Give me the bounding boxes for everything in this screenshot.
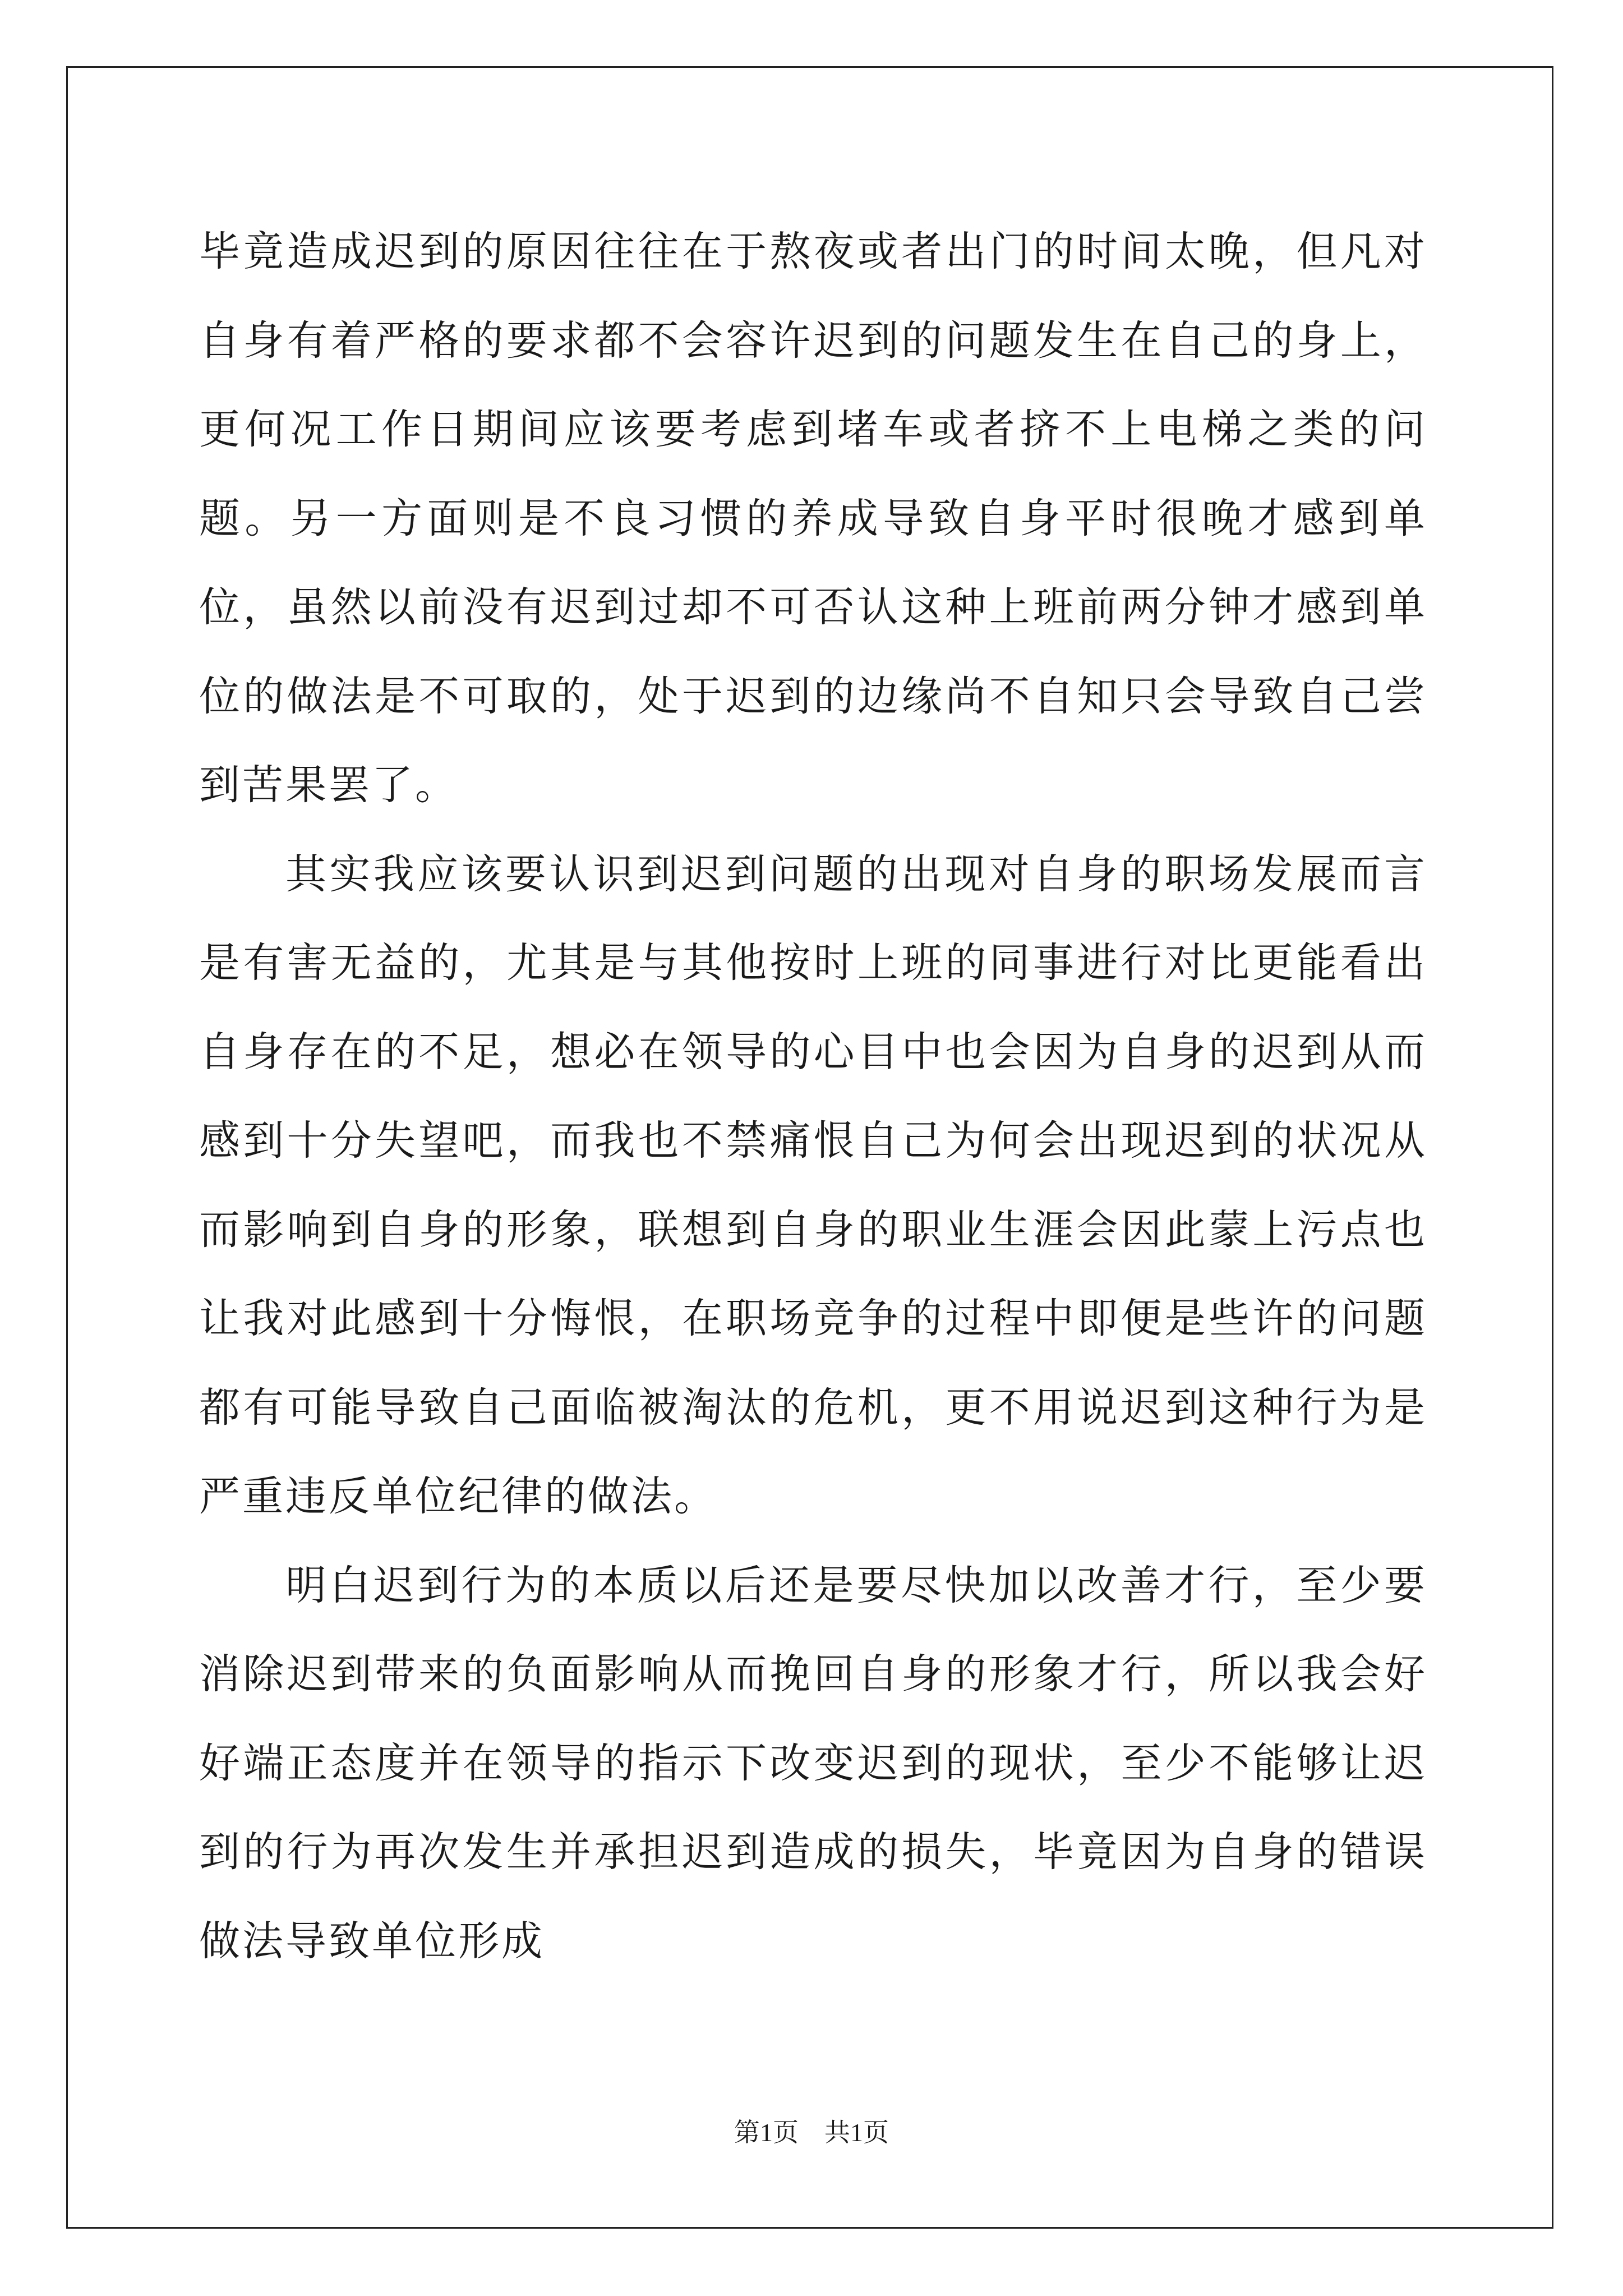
document-body	[199, 208, 1427, 1986]
paragraph-2: 其实我应该要认识到迟到问题的出现对自身的职场发展而言是有害无益的，尤其是与其他按时上班的同事进行对比更能看出自身存在的不足，想必在领导的心目中也会因为自身的迟到从而感到十分失望吧，而我也不禁痛恨自己为何会出现迟到的状况从而影响到自身的形象，联想到自身的职业生涯会因此蒙上污点也让我对此感到十分悔恨，在职场竞争的过程中即便是些许的问题都有可能导致自己面临被淘汰的危机，更不用说迟到这种行为是严重违反单位纪律的做法。	[199, 850, 1427, 1520]
paragraph-3: 明白迟到行为的本质以后还是要尽快加以改善才行，至少要消除迟到带来的负面影响从而挽回自身的形象才行，所以我会好好端正态度并在领导的指示下改变迟到的现状，至少不能够让迟到的行为再次发生并承担迟到造成的损失，毕竟因为自身的错误做法导致单位形成	[199, 1561, 1427, 1965]
paragraph-1: 毕竟造成迟到的原因往往在于熬夜或者出门的时间太晚，但凡对自身有着严格的要求都不会容许迟到的问题发生在自己的身上，更何况工作日期间应该要考虑到堵车或者挤不上电梯之类的问题。另一方面则是不良习惯的养成导致自身平时很晚才感到单位，虽然以前没有迟到过却不可否认这种上班前两分钟才感到单位的做法是不可取的，处于迟到的边缘尚不自知只会导致自己尝到苦果罢了。	[199, 228, 1427, 809]
page-footer: 第1页 共1页	[734, 2118, 889, 2147]
